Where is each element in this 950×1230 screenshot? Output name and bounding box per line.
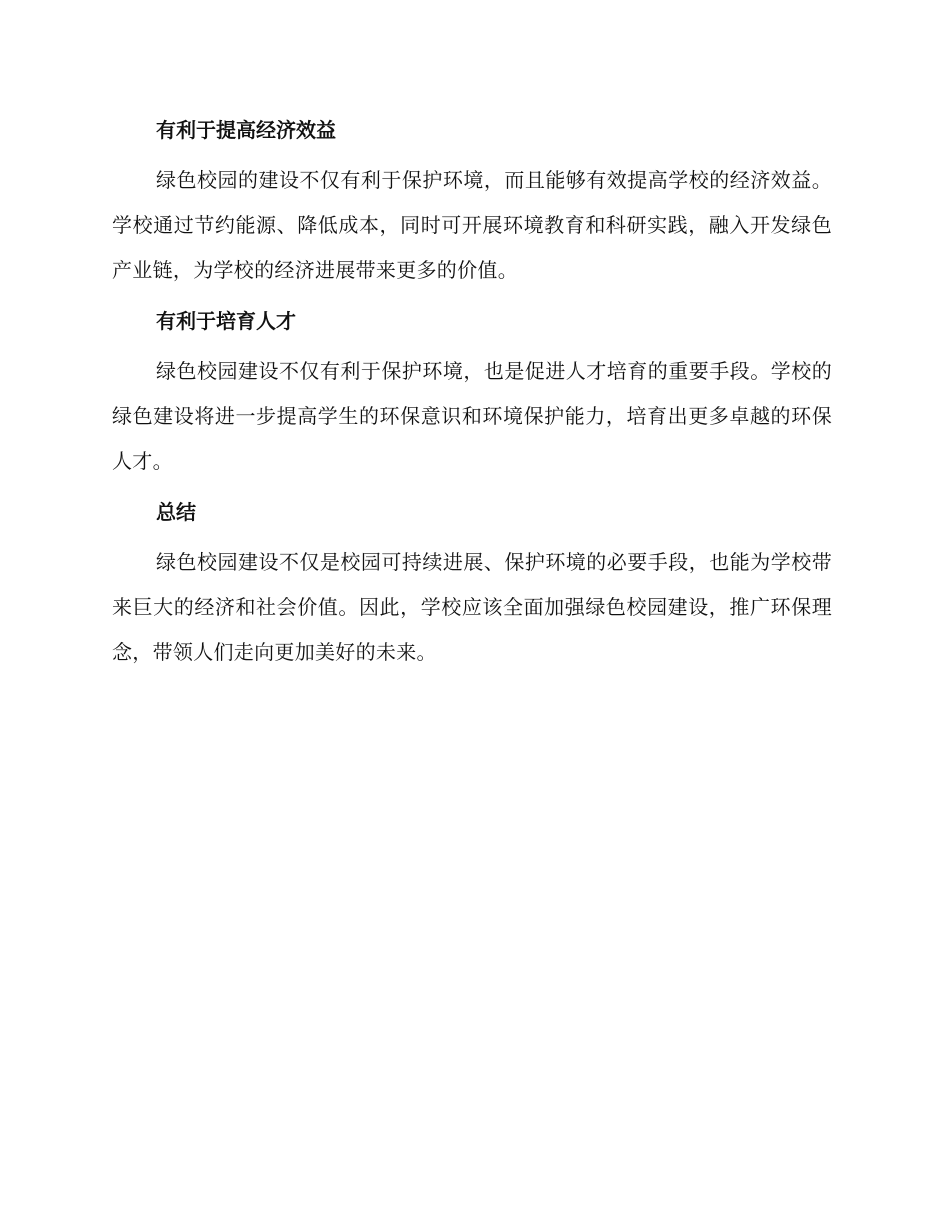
section-paragraph: 绿色校园的建设不仅有利于保护环境，而且能够有效提高学校的经济效益。学校通过节约能源、降低成本，同时可开展环境教育和科研实践，融入开发绿色产业链，为学校的经济进展带来更多的价值。 — [112, 168, 832, 282]
section-paragraph: 绿色校园建设不仅是校园可持续进展、保护环境的必要手段，也能为学校带来巨大的经济和社会价值。因此，学校应该全面加强绿色校园建设，推广环保理念，带领人们走向更加美好的未来。 — [112, 550, 832, 664]
section-heading: 有利于培育人才 — [156, 309, 296, 333]
section-paragraph: 绿色校园建设不仅有利于保护环境，也是促进人才培育的重要手段。学校的绿色建设将进一步提高学生的环保意识和环境保护能力，培育出更多卓越的环保人才。 — [112, 359, 832, 473]
document-page — [112, 112, 832, 685]
section-summary — [112, 494, 832, 675]
section-heading: 有利于提高经济效益 — [156, 118, 336, 142]
section-talent-cultivation — [112, 303, 832, 484]
section-heading: 总结 — [156, 500, 196, 524]
section-economic-benefit — [112, 112, 832, 293]
